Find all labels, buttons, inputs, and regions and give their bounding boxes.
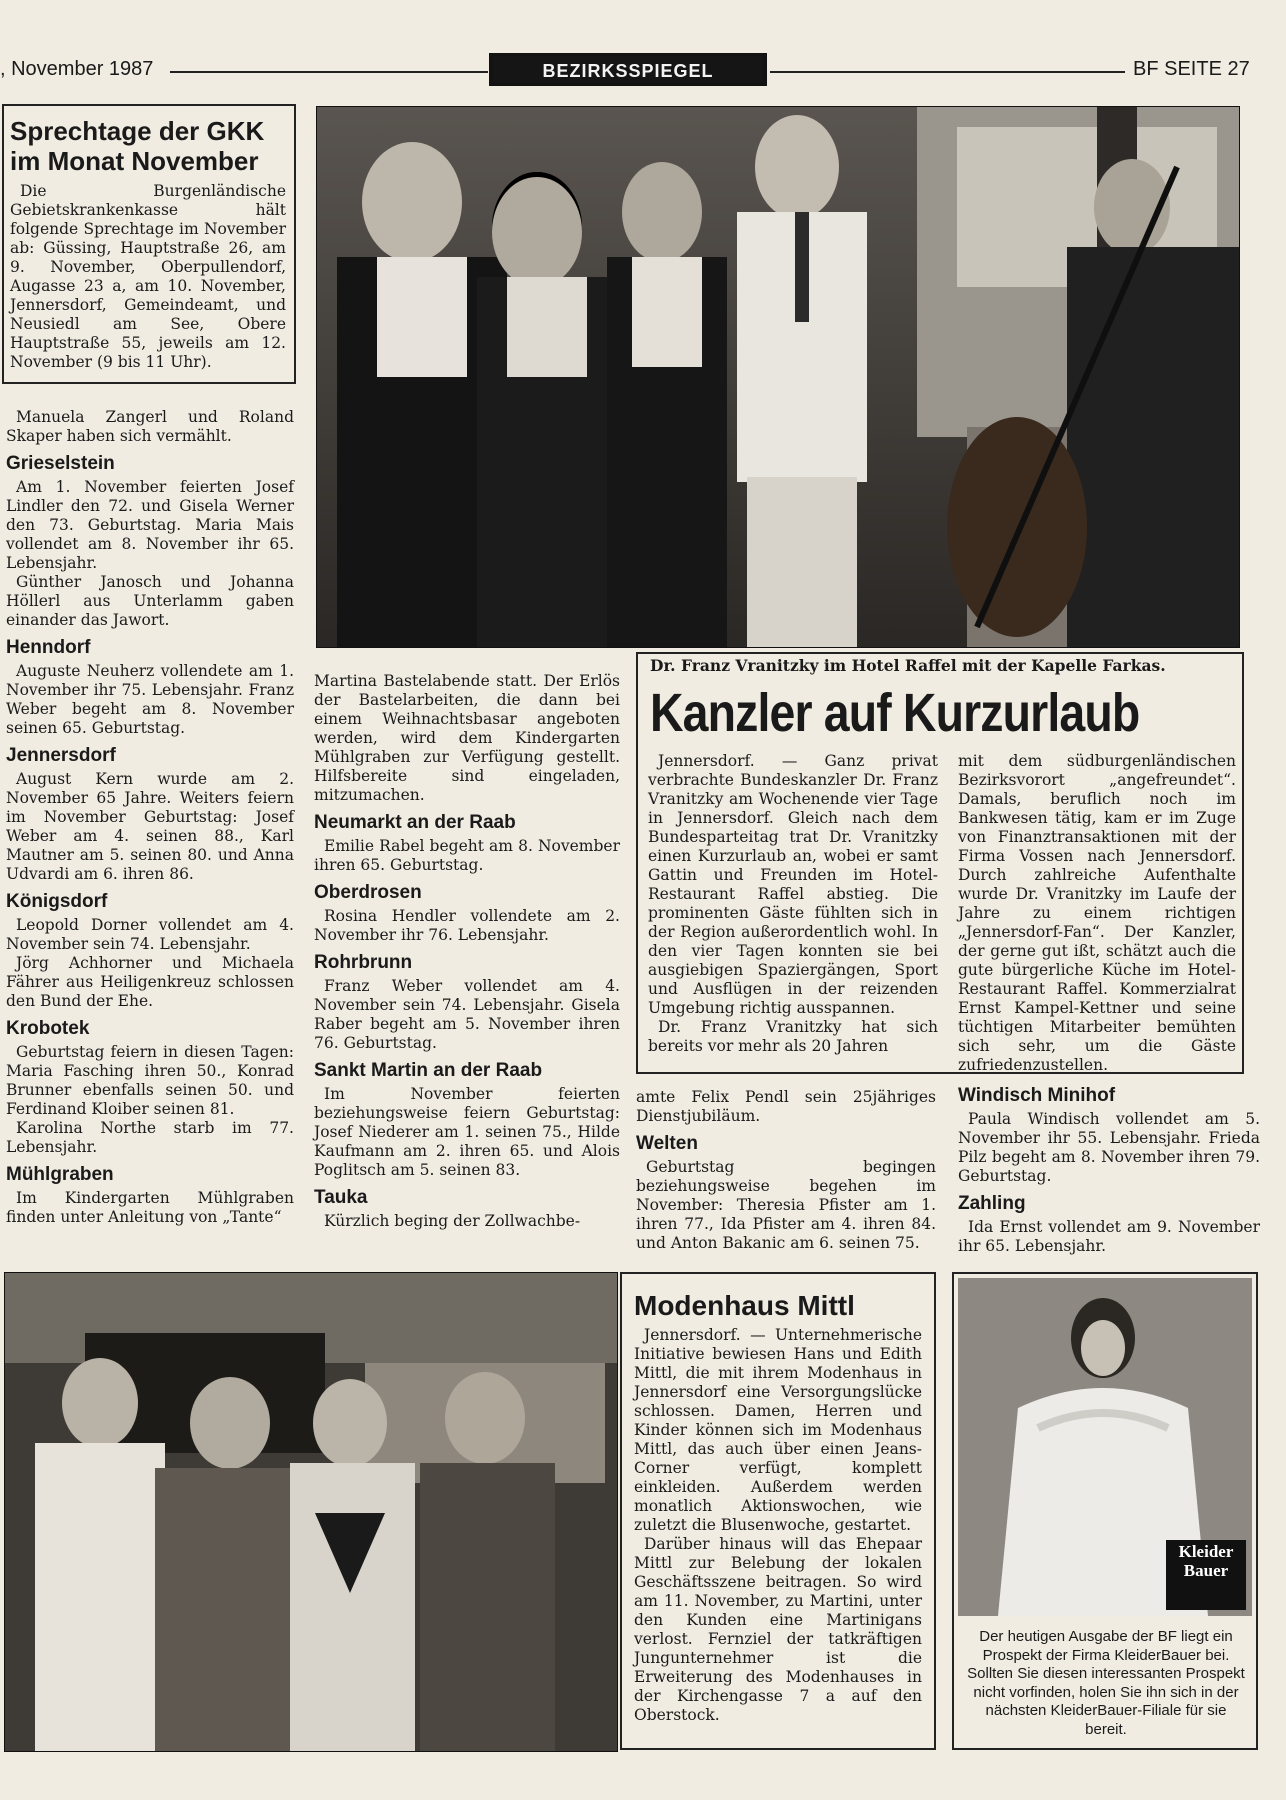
section-badge: BEZIRKSSPIEGEL: [489, 53, 767, 86]
col4-p1: Paula Windisch vollendet am 5. November ihr 55. Lebensjahr. Frieda Pilz begeht am 8. November ihren 79. Geburtstag.: [958, 1110, 1260, 1185]
heading-tauka: Tauka: [314, 1187, 368, 1208]
left-p5b: Karolina Northe starb im 77. Lebensjahr.: [6, 1119, 294, 1156]
mid-p1: Emilie Rabel begeht am 8. November ihren 65. Geburtstag.: [314, 837, 620, 874]
col3-middle: [636, 1088, 936, 1253]
left-p2: Auguste Neuherz vollendete am 1. November ihr 75. Lebensjahr. Franz Weber begeht am 8. November seinen 65. Geburtstag.: [6, 662, 294, 737]
left-p3: August Kern wurde am 2. November 65 Jahre. Weiters feiern im November Geburtstag: Josef Weber am 4. seinen 88., Karl Mautner am 5. seinen 80. und Anna Udvardi am 6. ihren 86.: [6, 770, 294, 883]
col3-p1: Geburtstag begingen beziehungsweise begehen im November: Theresia Pfister am 1. ihren 77., Ida Pfister am 4. ihren 84. und Anton Bakanic am 6. seinen 75.: [636, 1158, 936, 1252]
gkk-body: Die Burgenländische Gebietskrankenkasse hält folgende Sprechtage im November ab: Güssing, Hauptstraße 26, am 9. November, Oberpullendorf, Augasse 23 a, am 10. November, Jennersdorf, Gemeindeamt, und Neusiedl am See, Obere Hauptstraße 55, jeweils am 12. November (9 bis 11 Uhr).: [10, 182, 286, 371]
heading-rohrbrunn: Rohrbrunn: [314, 952, 413, 973]
main-photo: [316, 106, 1240, 648]
gkk-box: [2, 104, 296, 384]
heading-sankt-martin: Sankt Martin an der Raab: [314, 1060, 543, 1081]
ad-text: Der heutigen Ausgabe der BF liegt ein Prospekt der Firma KleiderBauer bei. Sollten Sie diesen interessanten Prospekt nicht vorfinden, holen Sie ihn sich in der nächsten KleiderBauer-Filiale für sie bereit.: [967, 1628, 1245, 1738]
gkk-title-2: im Monat November: [10, 146, 259, 176]
middle-column: [314, 672, 620, 1231]
logo-line2: Bauer: [1183, 1561, 1229, 1580]
left-p1a: Am 1. November feierten Josef Lindler den 72. und Gisela Werner den 73. Geburtstag. Maria Mais vollendet am 8. November ihr 65. Lebensjahr.: [6, 478, 294, 572]
modenhaus-title: Modenhaus Mittl: [634, 1290, 855, 1321]
mid-p2: Rosina Hendler vollendete am 2. November ihr 76. Lebensjahr.: [314, 907, 620, 944]
col3-p0: amte Felix Pendl sein 25jähriges Dienstjubiläum.: [636, 1088, 936, 1125]
kanzler-col2-text: mit dem südburgenländischen Bezirksvorort „angefreundet“. Damals, beruflich noch im Bankwesen tätig, kam er im Zuge von Finanztransaktionen mit der Firma Vossen nach Jennersdorf. Durch zahlreiche Aufenthalte wurde Dr. Vranitzky im Laufe der Jahre zu einem richtigen „Jennersdorf-Fan“. Der Kanzler, der gerne gut ißt, schätzt auch die gute bürgerliche Küche im Hotel-Restaurant Raffel. Kommerzialrat Ernst Kampel-Kettner und seine tüchtigen Mitarbeiter bemühten sich sehr, um die Gäste zufriedenzustellen.: [958, 752, 1236, 1074]
kleiderbauer-logo: [1168, 1542, 1244, 1580]
page-number: BF SEITE 27: [1133, 58, 1250, 80]
issue-date: , November 1987: [0, 58, 154, 80]
heading-koenigsdorf: Königsdorf: [6, 891, 108, 912]
photo-shop-scene: [5, 1273, 617, 1751]
kanzler-headline: Kanzler auf Kurzurlaub: [650, 683, 1140, 743]
main-photo-caption: Dr. Franz Vranitzky im Hotel Raffel mit der Kapelle Farkas.: [650, 656, 1166, 675]
kanzler-col1: [648, 752, 938, 1056]
gkk-title-1: Sprechtage der GKK: [10, 116, 265, 146]
heading-zahling: Zahling: [958, 1193, 1026, 1214]
modenhaus-photo: [4, 1272, 618, 1752]
kanzler-col1b-text: Dr. Franz Vranitzky hat sich bereits vor mehr als 20 Jahren: [648, 1018, 938, 1055]
heading-oberdrosen: Oberdrosen: [314, 882, 422, 903]
left-p1b: Günther Janosch und Johanna Höllerl aus Unterlamm gaben einander das Jawort.: [6, 573, 294, 629]
heading-grieselstein: Grieselstein: [6, 453, 115, 474]
modenhaus-p1: Jennersdorf. — Unternehmerische Initiative bewiesen Hans und Edith Mittl, die mit ihrem Modenhaus in Jennersdorf eine Versorgungslücke schlossen. Damen, Herren und Kinder können sich im Modenhaus Mittl, das auch über einen Jeans-Corner verfügt, komplett einkleiden. Außerdem werden monatlich Aktionswochen, wie zuletzt die Blusenwoche, gestartet.: [634, 1326, 922, 1534]
header-rule-right: [770, 71, 1125, 73]
logo-line1: Kleider: [1178, 1542, 1234, 1561]
heading-windisch-minihof: Windisch Minihof: [958, 1085, 1116, 1106]
heading-neumarkt: Neumarkt an der Raab: [314, 812, 516, 833]
kanzler-col1-text: Jennersdorf. — Ganz privat verbrachte Bundeskanzler Dr. Franz Vranitzky am Wochenende vier Tage in Jennersdorf. Gleich nach dem Bundesparteitag trat Dr. Vranitzky einen Kurzurlaub an, wobei er samt Gattin und Freunden im Hotel-Restaurant Raffel abstieg. Die prominenten Gäste fühlten sich in der Region außerordentlich wohl. In den vier Tagen konnten sie bei ausgiebigen Spaziergängen, Sport und Ausflügen in der reizenden Umgebung richtig ausspannen.: [648, 752, 938, 1017]
heading-welten: Welten: [636, 1133, 698, 1154]
mid-p0: Martina Bastelabende statt. Der Erlös der Bastelarbeiten, die dann bei einem Weihnachtsbasar angeboten werden, wird dem Kindergarten Mühlgraben zur Verfügung gestellt. Hilfsbereite sind eingeladen, mitzumachen.: [314, 672, 620, 804]
mid-p3: Franz Weber vollendet am 4. November sein 74. Lebensjahr. Gisela Raber begeht am 5. November ihren 76. Geburtstag.: [314, 977, 620, 1052]
left-p5a: Geburtstag feiern in diesen Tagen: Maria Fasching ihren 50., Konrad Brunner ebenfalls seinen 50. und Ferdinand Kloiber seinen 81.: [6, 1043, 294, 1118]
photo-band-scene: [317, 107, 1239, 647]
heading-henndorf: Henndorf: [6, 637, 91, 658]
mid-p4: Im November feierten beziehungsweise feiern Geburtstag: Josef Niederer am 1. seinen 75., Hilde Kaufmann am 2. ihren 65. und Alois Poglitsch am 5. seinen 83.: [314, 1085, 620, 1179]
modenhaus-p2: Darüber hinaus will das Ehepaar Mittl zur Belebung der lokalen Geschäftsszene beitragen. So wird am 11. November, zu Martini, unter den Kunden eine Martinigans verlost. Fernziel der tatkräftigen Jungunternehmer ist die Erweiterung des Modenhauses in der Kirchengasse 7 a auf den Oberstock.: [634, 1535, 922, 1724]
left-p6: Im Kindergarten Mühlgraben finden unter Anleitung von „Tante“: [6, 1189, 294, 1226]
mid-p5: Kürzlich beging der Zollwachbe-: [324, 1212, 581, 1230]
header-rule-left: [170, 71, 488, 73]
left-column: [6, 408, 294, 1227]
left-p4b: Jörg Achhorner und Michaela Fährer aus Heiligenkreuz schlossen den Bund der Ehe.: [6, 954, 294, 1010]
modenhaus-text: [634, 1326, 922, 1725]
heading-krobotek: Krobotek: [6, 1018, 90, 1039]
kanzler-col2: [958, 752, 1236, 1075]
left-p4a: Leopold Dorner vollendet am 4. November sein 74. Lebensjahr.: [6, 916, 294, 953]
col4-p2: Ida Ernst vollendet am 9. November ihr 65. Lebensjahr.: [958, 1218, 1260, 1255]
heading-muehlgraben: Mühlgraben: [6, 1164, 114, 1185]
left-intro: Manuela Zangerl und Roland Skaper haben sich vermählt.: [6, 408, 294, 445]
heading-jennersdorf: Jennersdorf: [6, 745, 116, 766]
col4-middle: [958, 1084, 1260, 1256]
